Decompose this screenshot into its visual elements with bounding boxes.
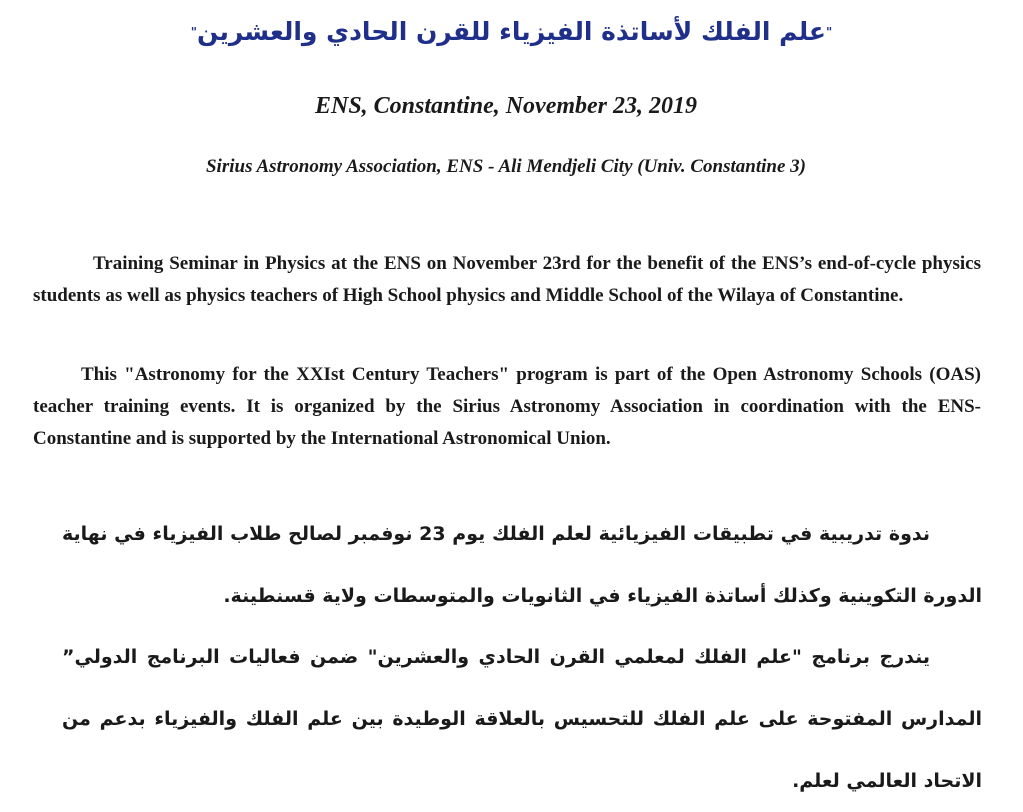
- arabic-title: [0, 12, 1023, 52]
- english-paragraph-1: Training Seminar in Physics at the ENS on November 23rd for the benefit of the ENS’s end-of-cycle physics students as well as physics teachers of High School physics and Middle School of the Wilaya of Constantine.: [33, 253, 981, 306]
- title-close-quote: ": [190, 25, 197, 39]
- arabic-paragraph-1: ندوة تدريبية في تطبيقات الفيزيائية لعلم الفلك يوم 23 نوفمبر لصالح طلاب الفيزياء في نهاية الدورة التكوينية وكذلك أساتذة الفيزياء في الثانويات والمتوسطات ولاية قسنطينة.: [62, 523, 982, 607]
- event-organizer: Sirius Astronomy Association, ENS - Ali Mendjeli City (Univ. Constantine 3): [205, 156, 806, 177]
- arabic-paragraph-2: يندرج برنامج "علم الفلك لمعلمي القرن الحادي والعشرين" ضمن فعاليات البرنامج الدولي” المدارس المفتوحة على علم الفلك للتحسيس بالعلاقة الوطيدة بين علم الفلك والفيزياء بدعم من الاتحاد العالمي لعلم.: [62, 646, 982, 792]
- title-open-quote: ": [826, 25, 833, 39]
- english-paragraph-2: This "Astronomy for the XXIst Century Teachers" program is part of the Open Astronomy Schools (OAS) teacher training events. It is organized by the Sirius Astronomy Association in coordination with the ENS-Constantine and is supported by the International Astronomical Union.: [33, 364, 981, 449]
- event-place-date: ENS, Constantine, November 23, 2019: [314, 93, 698, 119]
- arabic-title-text: علم الفلك لأساتذة الفيزياء للقرن الحادي والعشرين: [196, 17, 827, 46]
